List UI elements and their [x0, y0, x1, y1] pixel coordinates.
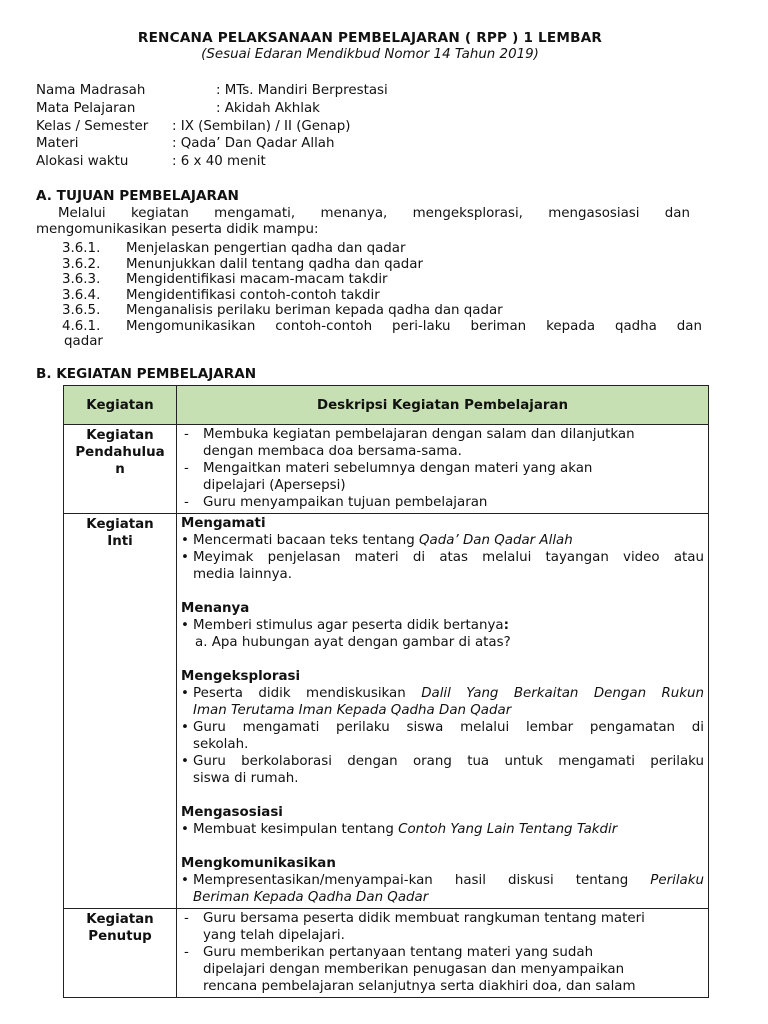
activity-label-line: Kegiatan: [86, 517, 154, 532]
list-item-emphasis: Iman Terutama Iman Kepada Qadha Dan Qadar: [193, 703, 512, 718]
identity-label-class: Kelas / Semester: [36, 119, 149, 134]
subsection-heading-mengkomunikasikan: Mengkomunikasikan: [181, 856, 336, 871]
bullet-marker: •: [181, 873, 189, 888]
list-item-emphasis: Qada’ Dan Qadar Allah: [419, 533, 573, 548]
activity-label-penutup: [64, 909, 177, 998]
identity-value-madrasah: : MTs. Mandiri Berprestasi: [216, 83, 388, 98]
bullet-marker: •: [181, 550, 189, 565]
objective-number: 3.6.5.: [62, 303, 101, 318]
table-header-row: [64, 386, 709, 425]
list-item-text: Peserta didik mendiskusikan: [193, 686, 422, 701]
objective-number: 3.6.3.: [62, 272, 101, 287]
bullet-marker: •: [181, 686, 189, 701]
objective-text: Menganalisis perilaku beriman kepada qadha dan qadar: [126, 303, 503, 318]
column-header-description: Deskripsi Kegiatan Pembelajaran: [177, 386, 709, 425]
list-item-emphasis: Contoh Yang Lain Tentang Takdir: [398, 822, 618, 837]
identity-label-time: Alokasi waktu: [36, 154, 129, 169]
list-item-line: dipelajari (Apersepsi): [203, 478, 346, 493]
dash-marker: -: [184, 911, 189, 926]
sub-question: a. Apa hubungan ayat dengan gambar di atas?: [195, 635, 511, 650]
list-item-line: siswa di rumah.: [193, 771, 299, 786]
table-row-penutup: [64, 909, 709, 998]
list-item-line: Mengaitkan materi sebelumnya dengan materi yang akan: [203, 461, 593, 476]
dash-marker: -: [184, 461, 189, 476]
section-a-intro-line1: Melalui kegiatan mengamati, menanya, mengeksplorasi, mengasosiasi dan: [58, 206, 690, 221]
document-subtitle: (Sesuai Edaran Mendikbud Nomor 14 Tahun 2019): [201, 47, 539, 62]
list-item-emphasis: Perilaku: [650, 873, 704, 888]
list-item: [181, 426, 704, 460]
list-item: [181, 910, 704, 944]
list-item-line: Meyimak penjelasan materi di atas melalui tayangan video atau: [193, 550, 704, 565]
list-item: [181, 617, 704, 634]
objective-text: Menunjukkan dalil tentang qadha dan qadar: [126, 257, 423, 272]
column-header-activity: Kegiatan: [64, 386, 177, 425]
bullet-marker: •: [181, 618, 189, 633]
objective-text: Mengidentifikasi macam-macam takdir: [126, 272, 388, 287]
list-item-line: sekolah.: [193, 737, 249, 752]
activity-description-penutup: [177, 909, 709, 998]
objective-text: Mengidentifikasi contoh-contoh takdir: [126, 288, 380, 303]
activity-table: [63, 385, 709, 998]
activity-label-line: Pendahulua: [75, 445, 165, 460]
list-item-line: Guru berkolaborasi dengan orang tua untuk mengamati perilaku: [193, 754, 704, 769]
section-b-heading: B. KEGIATAN PEMBELAJARAN: [36, 366, 257, 382]
list-item: [181, 685, 704, 719]
list-item: [181, 719, 704, 753]
identity-value-time: : 6 x 40 menit: [172, 154, 266, 169]
list-item: [181, 494, 704, 511]
list-item-line: Guru menyampaikan tujuan pembelajaran: [203, 495, 488, 510]
list-item-emphasis: Dalil Yang Berkaitan Dengan Rukun: [421, 686, 704, 701]
identity-label-material: Materi: [36, 136, 79, 151]
table-row-pendahuluan: [64, 425, 709, 514]
list-item-text: Memberi stimulus agar peserta didik bertanya: [193, 618, 504, 633]
table-row-inti: [64, 514, 709, 909]
activity-label-line: Kegiatan: [86, 428, 154, 443]
section-a-heading: A. TUJUAN PEMBELAJARAN: [36, 188, 239, 204]
objective-text: Mengomunikasikan contoh-contoh peri-laku beriman kepada qadha dan: [126, 319, 702, 334]
list-item: [181, 944, 704, 995]
activity-label-pendahuluan: [64, 425, 177, 514]
activity-label-inti: [64, 514, 177, 909]
list-item: [181, 460, 704, 494]
objective-number: 3.6.1.: [62, 241, 101, 256]
activity-label-line: Inti: [107, 534, 133, 549]
activity-description-pendahuluan: [177, 425, 709, 514]
activity-label-line: Kegiatan: [86, 912, 154, 927]
dash-marker: -: [184, 427, 189, 442]
list-item: [181, 532, 704, 549]
subsection-heading-mengasosiasi: Mengasosiasi: [181, 805, 283, 820]
objective-text: Menjelaskan pengertian qadha dan qadar: [126, 241, 406, 256]
identity-label-subject: Mata Pelajaran: [36, 101, 136, 116]
list-item-line: dipelajari dengan memberikan penugasan dan menyampaikan: [203, 962, 625, 977]
list-item-colon: :: [503, 618, 509, 633]
list-item-line: media lainnya.: [193, 567, 292, 582]
bullet-marker: •: [181, 720, 189, 735]
identity-value-class: : IX (Sembilan) / II (Genap): [172, 119, 351, 134]
objective-text-continuation: qadar: [64, 334, 103, 349]
list-item: [181, 549, 704, 583]
bullet-marker: •: [181, 754, 189, 769]
identity-value-subject: : Akidah Akhlak: [216, 101, 320, 116]
list-item-line: Guru bersama peserta didik membuat rangkuman tentang materi: [203, 911, 645, 926]
list-item-line: Membuka kegiatan pembelajaran dengan salam dan dilanjutkan: [203, 427, 635, 442]
section-a-intro-line2: mengomunikasikan peserta didik mampu:: [36, 222, 319, 237]
subsection-heading-mengeksplorasi: Mengeksplorasi: [181, 669, 301, 684]
list-item-text: Mencermati bacaan teks tentang: [193, 533, 419, 548]
document-title: RENCANA PELAKSANAAN PEMBELAJARAN ( RPP ) 1 LEMBAR: [137, 30, 603, 46]
identity-label-madrasah: Nama Madrasah: [36, 83, 146, 98]
list-item-line: dengan membaca doa bersama-sama.: [203, 444, 462, 459]
subsection-heading-menanya: Menanya: [181, 601, 250, 616]
list-item-line: yang telah dipelajari.: [203, 928, 345, 943]
objective-number: 3.6.2.: [62, 257, 101, 272]
activity-description-inti: [177, 514, 709, 909]
list-item: [181, 753, 704, 787]
list-item: [181, 872, 704, 906]
subsection-heading-mengamati: Mengamati: [181, 516, 266, 531]
bullet-marker: •: [181, 533, 189, 548]
list-item-line: Guru memberikan pertanyaan tentang materi yang sudah: [203, 945, 594, 960]
activity-label-line: Penutup: [88, 929, 152, 944]
objective-number: 4.6.1.: [62, 319, 101, 334]
objective-number: 3.6.4.: [62, 288, 101, 303]
bullet-marker: •: [181, 822, 189, 837]
identity-value-material: : Qada’ Dan Qadar Allah: [172, 136, 335, 151]
list-item-text: Membuat kesimpulan tentang: [193, 822, 399, 837]
list-item-line: rencana pembelajaran selanjutnya serta diakhiri doa, dan salam: [203, 979, 636, 994]
list-item-emphasis: Beriman Kepada Qadha Dan Qadar: [193, 890, 429, 905]
list-item-text: Mempresentasikan/menyampai-kan hasil diskusi tentang: [193, 873, 651, 888]
activity-label-line: n: [115, 462, 125, 477]
dash-marker: -: [184, 945, 189, 960]
dash-marker: -: [184, 495, 189, 510]
list-item-line: Guru mengamati perilaku siswa melalui lembar pengamatan di: [193, 720, 704, 735]
list-item: [181, 821, 704, 838]
